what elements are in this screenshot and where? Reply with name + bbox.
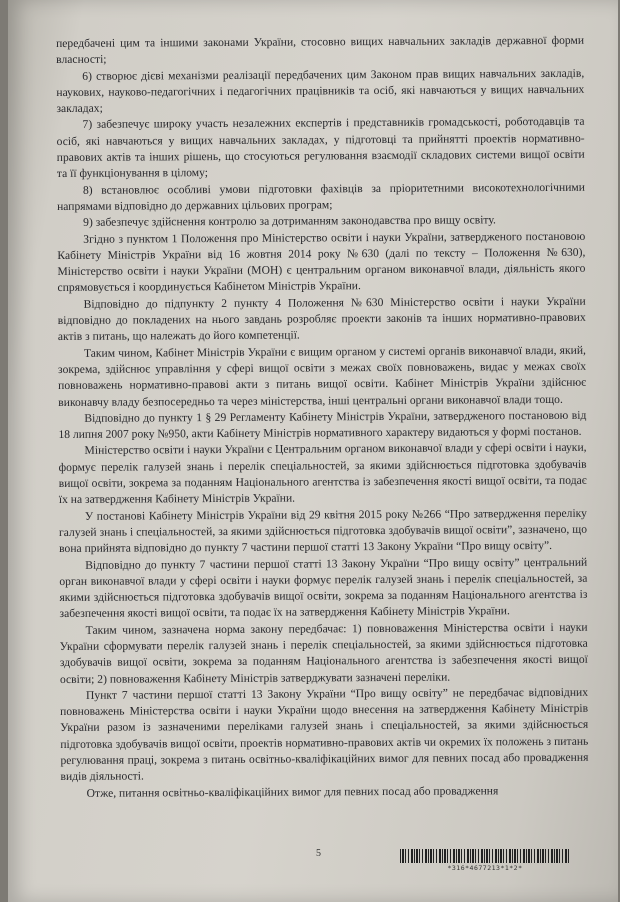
barcode-text: *316*4677213*1*2* xyxy=(447,864,523,872)
page-number: 5 xyxy=(316,848,321,859)
barcode-bars xyxy=(400,849,570,863)
document-body xyxy=(56,33,589,802)
paragraph: Таким чином, зазначена норма закону передбачає: 1) повноваження Міністерства освіти і науки України сформувати перелік галузей знань і перелік спеціальностей, за якими здійснюється підготовка здобувачів вищої освіти, зокрема за поданням Національного агентства із забезпечення якості вищої освіти; 2) повноваження Кабінету Міністрів затверджувати зазначені переліки. xyxy=(59,620,588,686)
paragraph: 7) забезпечує широку участь незалежних експертів і представників громадськості, роботодавців та осіб, які навчаються у вищих навчальних закладах, у підготовці та прийнятті проектів нормативно-правових актів та інших рішень, що стосуються регулювання взаємодії складових системи вищої освіти та її функціонування в цілому; xyxy=(56,115,585,181)
paragraph: Відповідно до пункту 7 частини першої статті 13 Закону України “Про вищу освіту” центральний орган виконавчої влади у сфері освіти і науки формує перелік галузей знань і перелік спеціальностей, за якими здійснюється підготовка здобувачів вищої освіти, зокрема за поданням Національного агентства із забезпечення якості вищої освіти, та подає їх на затвердження Кабінету Міністрів України. xyxy=(59,555,588,621)
paragraph: 8) встановлює особливі умови підготовки фахівців за пріоритетними високотехнологічними напрямами відповідно до державних цільових програм; xyxy=(57,180,585,213)
paragraph: 6) створює дієві механізми реалізації передбачених цим Законом прав вищих навчальних закладів, наукових, науково-педагогічних і педагогічних працівників та осіб, які навчаються у вищих навчальних закладах; xyxy=(56,66,585,116)
document-page xyxy=(8,0,618,902)
paragraph: У постанові Кабінету Міністрів України від 29 квітня 2015 року №266 “Про затвердження переліку галузей знань і спеціальностей, за якими здійснюється підготовка здобувачів вищої освіти”, зазначено, що вона прийнята відповідно до пункту 7 частини першої статті 13 Закону України “Про вищу освіту”. xyxy=(58,506,588,556)
paragraph: Пункт 7 частини першої статті 13 Закону України “Про вищу освіту” не передбачає відповідних повноважень Міністерства освіти і науки України щодо внесення на затвердження Кабінету Міністрів України разом із зазначеними переліками галузей знань і спеціальностей, за якими здійснюється підготовка здобувачів вищої освіти, проектів нормативно-правових актів чи окремих їх положень з питань регулювання праці, зокрема з питань освітньо-кваліфікаційних вимог для певних посад або провадження видів діяльності. xyxy=(60,685,589,784)
paragraph: 9) забезпечує здійснення контролю за дотриманням законодавства про вищу освіту. xyxy=(83,213,496,230)
paragraph: Відповідно до пункту 1 § 29 Регламенту Кабінету Міністрів України, затвердженого постановою від 18 липня 2007 року №950, акти Кабінету Міністрів нормативного характеру видаються у формі постанов. xyxy=(58,408,587,442)
paragraph: Згідно з пунктом 1 Положення про Міністерство освіти і науки України, затвердженого постановою Кабінету Міністрів України від 16 жовтня 2014 року №630 (далі по тексту – Положення №630), Міністерство освіти і науки України (МОН) є центральним органом виконавчої влади, діяльність якого спрямовується і координується Кабінетом Міністрів України. xyxy=(57,229,586,295)
paragraph: передбачені цим та іншими законами України, стосовно вищих навчальних закладів державної форми власності; xyxy=(56,33,585,67)
barcode xyxy=(400,849,570,872)
paragraph: Таким чином, Кабінет Міністрів України є вищим органом у системі органів виконавчої влади, який, зокрема, здійснює управління у сфері вищої освіти з межах своїх повноважень, видає у межах своїх повноважень нормативно-правові акти з питань вищої освіти. Кабінет Міністрів України здійснює виконавчу владу безпосередньо та через міністерства, інші центральні органи виконавчої влади тощо. xyxy=(57,343,587,409)
paragraph: Відповідно до підпункту 2 пункту 4 Положення №630 Міністерство освіти і науки України відповідно до покладених на нього завдань розробляє проекти законів та інших нормативно-правових актів з питань, що належать до його компетенції. xyxy=(57,294,586,344)
paragraph: Міністерство освіти і науки України є Центральним органом виконавчої влади у сфері освіти і науки, формує перелік галузей знань і перелік спеціальностей, за якими здійснюється підготовка здобувачів вищої освіти, зокрема за поданням Національного агентства із забезпечення якості вищої освіти, та подає їх на затвердження Кабінету Міністрів України. xyxy=(58,441,587,507)
paragraph: Отже, питання освітньо-кваліфікаційних вимог для певних посад або провадження xyxy=(86,783,499,800)
